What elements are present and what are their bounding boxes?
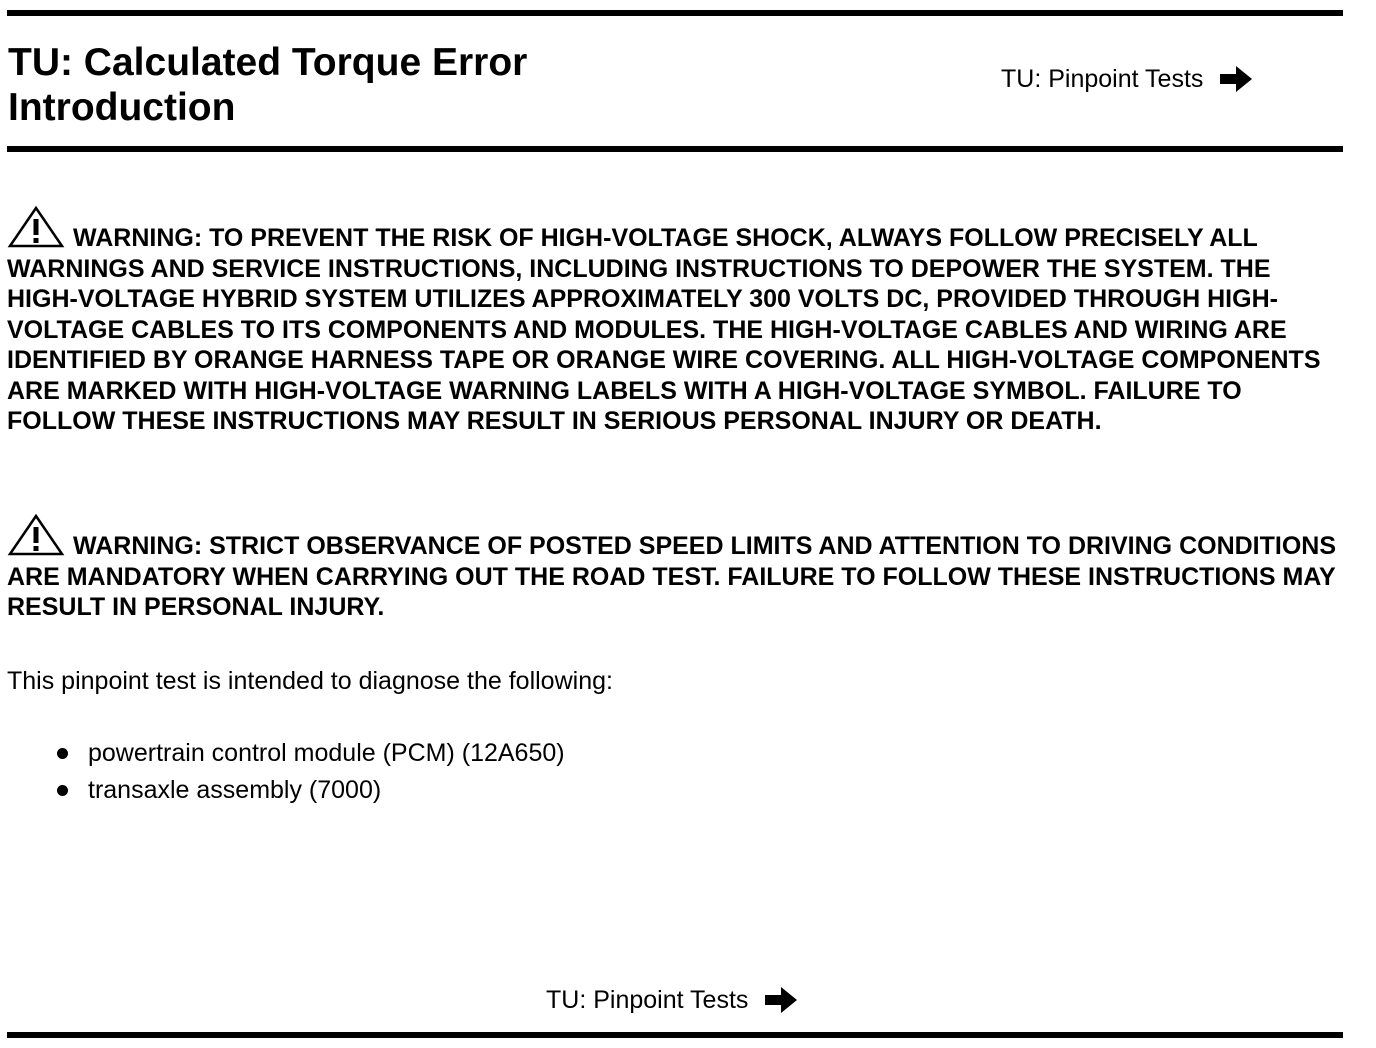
road-test-warning xyxy=(7,513,1337,623)
intro-text: This pinpoint test is intended to diagnose the following: xyxy=(7,667,613,695)
header-divider xyxy=(7,146,1343,152)
pinpoint-tests-link-label: TU: Pinpoint Tests xyxy=(1001,65,1204,93)
bottom-divider xyxy=(7,1032,1343,1038)
warning-triangle-icon xyxy=(7,205,65,249)
page-title-line-2: Introduction xyxy=(8,86,236,129)
bullet xyxy=(57,748,68,759)
bullet xyxy=(57,785,68,796)
list-item xyxy=(88,738,565,775)
warning-triangle-icon xyxy=(7,513,65,557)
pinpoint-tests-link-label: TU: Pinpoint Tests xyxy=(546,986,749,1014)
road-test-warning-text: WARNING: STRICT OBSERVANCE OF POSTED SPEED LIMITS AND ATTENTION TO DRIVING CONDITIONS ARE MANDATORY WHEN CARRYING OUT THE ROAD TEST. FAILURE TO FOLLOW THESE INSTRUCTIONS MAY RESULT IN PERSONAL INJURY. xyxy=(7,532,1337,621)
list-item-text: powertrain control module (PCM) (12A650) xyxy=(88,739,565,767)
list-item xyxy=(88,775,565,812)
high-voltage-warning-text: WARNING: TO PREVENT THE RISK OF HIGH-VOLTAGE SHOCK, ALWAYS FOLLOW PRECISELY ALL WARNINGS AND SERVICE INSTRUCTIONS, INCLUDING INSTRUCTIONS TO DEPOWER THE SYSTEM. THE HIGH-VOLTAGE HYBRID SYSTEM UTILIZES APPROXIMATELY 300 VOLTS DC, PROVIDED THROUGH HIGH-VOLTAGE CABLES TO ITS COMPONENTS AND MODULES. THE HIGH-VOLTAGE CABLES AND WIRING ARE IDENTIFIED BY ORANGE HARNESS TAPE OR ORANGE WIRE COVERING. ALL HIGH-VOLTAGE COMPONENTS ARE MARKED WITH HIGH-VOLTAGE WARNING LABELS WITH A HIGH-VOLTAGE SYMBOL. FAILURE TO FOLLOW THESE INSTRUCTIONS MAY RESULT IN SERIOUS PERSONAL INJURY OR DEATH. xyxy=(7,224,1321,435)
list-item-text: transaxle assembly (7000) xyxy=(88,776,382,804)
right-arrow-icon xyxy=(764,986,798,1014)
pinpoint-tests-link-top[interactable] xyxy=(1001,64,1253,94)
top-divider xyxy=(7,10,1343,16)
high-voltage-warning xyxy=(7,205,1337,437)
right-arrow-icon xyxy=(1219,65,1253,93)
pinpoint-tests-link-bottom[interactable] xyxy=(546,985,798,1015)
diagnosis-list xyxy=(88,738,565,812)
page-title-line-1: TU: Calculated Torque Error xyxy=(8,41,528,84)
page-title xyxy=(8,40,527,130)
